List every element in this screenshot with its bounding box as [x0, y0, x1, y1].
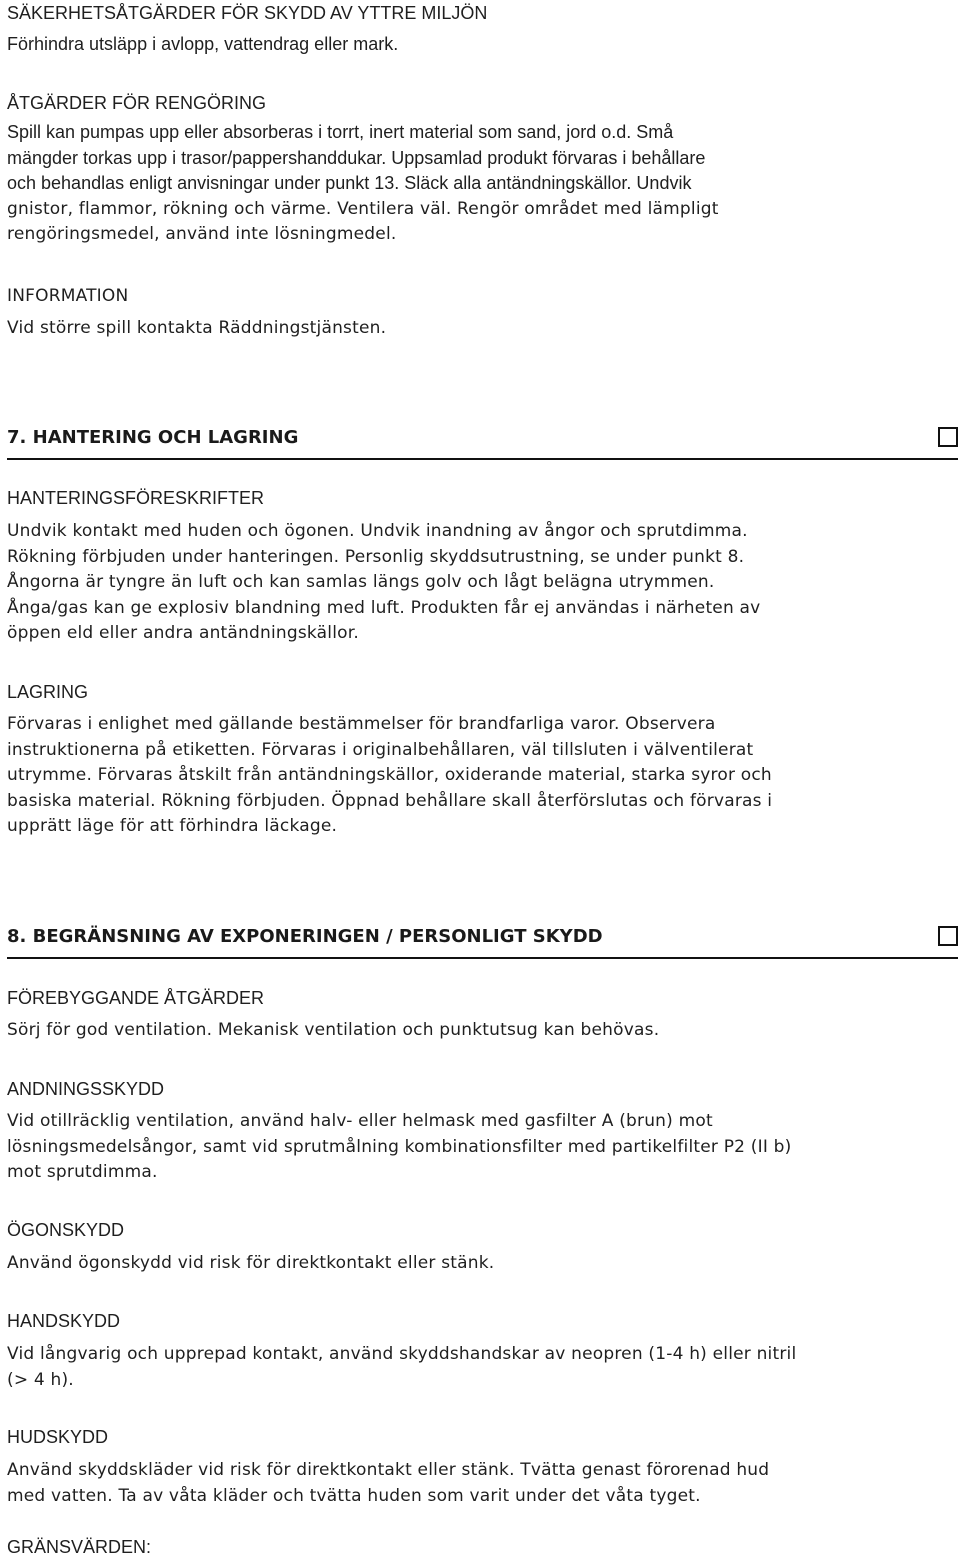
text-line: gnistor, flammor, rökning och värme. Ventilera väl. Rengör området med lämpligt [7, 198, 719, 219]
prevention-text: Sörj för god ventilation. Mekanisk ventilation och punktutsug kan behövas. [7, 1020, 660, 1040]
text-line: Ånga/gas kan ge explosiv blandning med luft. Produkten får ej användas i närheten av [7, 597, 761, 618]
respiratory-heading: ANDNINGSSKYDD [7, 1079, 165, 1099]
info-heading: INFORMATION [7, 286, 129, 306]
section-8-checkbox[interactable] [938, 926, 958, 946]
text-line: rengöringsmedel, använd inte lösningmedel. [7, 224, 397, 245]
hand-protection-heading: HANDSKYDD [7, 1311, 121, 1331]
text-line: Vid otillräcklig ventilation, använd halv- eller helmask med gasfilter A (brun) mot [7, 1111, 713, 1131]
cleanup-heading: ÅTGÄRDER FÖR RENGÖRING [7, 93, 267, 113]
hand-protection-text [7, 1342, 957, 1393]
eye-protection-heading: ÖGONSKYDD [7, 1220, 125, 1240]
text-line: öppen eld eller andra antändningskällor. [7, 623, 359, 644]
section-8-header [7, 925, 958, 959]
text-line: basiska material. Rökning förbjuden. Öppnad behållare skall återförslutas och förvaras i [7, 790, 773, 811]
section-7-title: 7. HANTERING OCH LAGRING [7, 427, 299, 448]
text-line: med vatten. Ta av våta kläder och tvätta huden som varit under det våta tyget. [7, 1485, 701, 1506]
prevention-heading: FÖREBYGGANDE ÅTGÄRDER [7, 988, 265, 1008]
respiratory-text [7, 1109, 957, 1186]
section-7-checkbox[interactable] [938, 427, 958, 447]
storage-heading: LAGRING [7, 682, 89, 702]
text-line: Ångorna är tyngre än luft och kan samlas längs golv och lågt belägna utrymmen. [7, 572, 715, 593]
env-precautions-heading: SÄKERHETSÅTGÄRDER FÖR SKYDD AV YTTRE MILJÖN [7, 3, 488, 23]
text-line: Spill kan pumpas upp eller absorberas i torrt, inert material som sand, jord o.d. Små [7, 122, 674, 142]
text-line: Förvaras i enlighet med gällande bestämmelser för brandfarliga varor. Observera [7, 714, 716, 734]
handling-heading: HANTERINGSFÖRESKRIFTER [7, 488, 265, 508]
handling-text [7, 519, 957, 647]
storage-text [7, 712, 957, 840]
info-text: Vid större spill kontakta Räddningstjänsten. [7, 318, 387, 338]
limit-values-heading: GRÄNSVÄRDEN: [7, 1537, 152, 1557]
text-line: och behandlas enligt anvisningar under punkt 13. Släck alla antändningskällor. Undvik [7, 173, 692, 194]
text-line: mot sprutdimma. [7, 1162, 158, 1183]
skin-protection-text [7, 1458, 957, 1509]
text-line: upprätt läge för att förhindra läckage. [7, 816, 338, 837]
text-line: (> 4 h). [7, 1369, 74, 1390]
text-line: mängder torkas upp i trasor/pappershanddukar. Uppsamlad produkt förvaras i behållare [7, 147, 706, 168]
text-line: Undvik kontakt med huden och ögonen. Undvik inandning av ångor och sprutdimma. [7, 521, 748, 541]
section-8-title: 8. BEGRÄNSNING AV EXPONERINGEN / PERSONLIGT SKYDD [7, 926, 603, 947]
text-line: Använd skyddskläder vid risk för direktkontakt eller stänk. Tvätta genast förorenad hud [7, 1460, 770, 1480]
env-precautions-text: Förhindra utsläpp i avlopp, vattendrag eller mark. [7, 34, 399, 54]
eye-protection-text: Använd ögonskydd vid risk för direktkontakt eller stänk. [7, 1253, 495, 1273]
text-line: Vid långvarig och upprepad kontakt, använd skyddshandskar av neopren (1-4 h) eller nitril [7, 1344, 797, 1364]
text-line: Rökning förbjuden under hanteringen. Personlig skyddsutrustning, se under punkt 8. [7, 546, 745, 567]
text-line: utrymme. Förvaras åtskilt från antändningskällor, oxiderande material, starka syror och [7, 765, 772, 786]
text-line: instruktionerna på etiketten. Förvaras i originalbehållaren, väl tillsluten i välventilerat [7, 739, 754, 760]
text-line: lösningsmedelsångor, samt vid sprutmålning kombinationsfilter med partikelfilter P2 (II b) [7, 1136, 792, 1157]
cleanup-text [7, 120, 957, 248]
section-7-header [7, 426, 958, 460]
skin-protection-heading: HUDSKYDD [7, 1427, 109, 1447]
